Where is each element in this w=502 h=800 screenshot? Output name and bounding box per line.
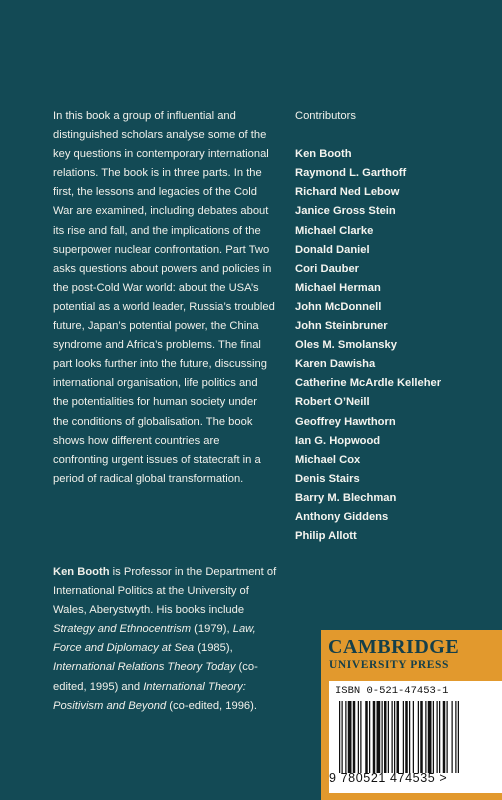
contributor-name: Michael Clarke [295,224,374,237]
contributor-name: Oles M. Smolansky [295,339,397,352]
contributor-name: Karen Dawisha [295,358,376,371]
contributor-name: Geoffrey Hawthorn [295,415,396,428]
bio-book-1: Strategy and Ethnocentrism [53,623,192,636]
contributor-name: Ian G. Hopwood [295,434,381,447]
publisher-name: CAMBRIDGE [328,636,460,658]
editor-bio [53,563,278,716]
contributor-name: Philip Allott [295,530,357,543]
contributor-name: Raymond L. Garthoff [295,167,407,180]
bio-text-1: is Professor in the Department of International Politics at the University of Wales, Aberystwyth. His books include [53,566,277,617]
editor-name: Ken Booth [53,566,110,578]
contributors-heading: Contributors [295,110,356,122]
contributors-list [295,145,495,546]
publisher-subtitle: UNIVERSITY PRESS [329,659,450,671]
contributors-section [295,107,495,546]
contributor-name: John Steinbruner [295,320,388,333]
bio-text-2: (1979), [191,623,233,636]
contributor-name: Michael Cox [295,453,361,466]
bio-book-2: Law, Force and Diplomacy at Sea [53,623,256,655]
contributor-name: Donald Daniel [295,243,370,256]
contributor-name: Catherine McArdle Kelleher [295,377,442,390]
bio-book-4: International Theory: Positivism and Beyond [53,680,246,712]
bio-text-5: (co-edited, 1996). [166,699,257,712]
barcode-box [329,681,502,793]
contributor-name: John McDonnell [295,300,382,313]
contributor-name: Richard Ned Lebow [295,186,400,199]
bio-book-3: International Relations Theory Today [53,661,236,674]
contributor-name: Robert O’Neill [295,396,370,409]
bio-text-3: (1985), [194,642,233,655]
contributor-name: Anthony Giddens [295,510,389,523]
barcode-digits: 9 780521 474535 > [329,771,448,785]
description-text: In this book a group of influential and distinguished scholars analyse some of the key questions in contemporary international relations. The book is in three parts. In the first, the lessons and legacies of the Cold War are examined, including debates about its rise and fall, and the implications of the superpower nuclear confrontation. Part Two asks questions about powers and policies in the post-Cold War world: about the USA’s potential as a world leader, Russia’s troubled future, Japan’s potential power, the China syndrome and Africa’s problems. The final part looks further into the future, discussing international organisation, life politics and the potentialities for human society under the conditions of globalisation. The book shows how different countries are confronting urgent issues of statecraft in a period of radical global transformation. [53,110,275,485]
contributor-name: Ken Booth [295,148,352,161]
isbn-number: ISBN 0-521-47453-1 [335,685,449,697]
contributor-name: Cori Dauber [295,262,360,275]
book-description [53,107,275,489]
contributor-name: Janice Gross Stein [295,205,396,218]
contributor-name: Denis Stairs [295,472,360,485]
barcode-icon [339,701,502,773]
publisher-panel [321,630,502,800]
contributor-name: Michael Herman [295,281,381,294]
contributor-name: Barry M. Blechman [295,491,397,504]
bio-text-4: (co-edited, 1995) and [53,661,258,693]
